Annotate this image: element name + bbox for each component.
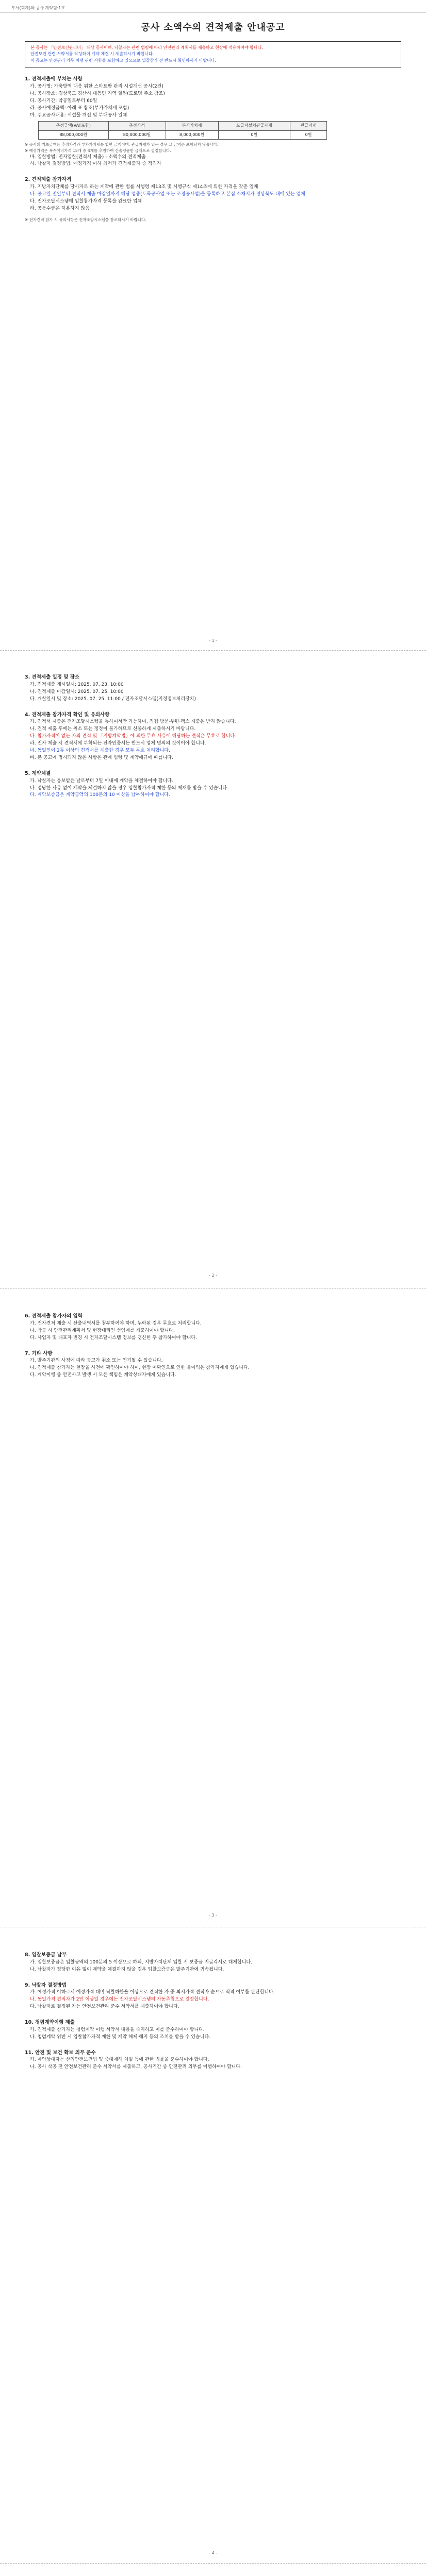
list-item: 다. 참가자격이 없는 자의 견적 및 「지방계약법」에 의한 무효 사유에 해당하는 견적은 무효로 합니다. <box>30 734 236 739</box>
list-item: 가. 견적서 제출은 전자조달시스템을 통하여서만 가능하며, 직접 방문·우편·팩스 제출은 받지 않습니다. <box>30 719 236 725</box>
table-note: ※ 예정가격은 복수예비가격 15개 중 4개를 추첨하여 산술평균한 금액으로 결정합니다. <box>25 148 171 153</box>
list-item: 다. 낙찰자로 결정된 자는 안전보건관리 준수 서약서를 제출하여야 합니다. <box>30 2004 179 2010</box>
table-cell: 88,000,000원 <box>39 130 109 139</box>
page-number: - 1 - <box>209 638 217 643</box>
list-item: 가. 견적제출 참가자는 청렴계약 이행 서약서 내용을 숙지하고 이를 준수하여야 합니다. <box>30 2027 205 2032</box>
section-heading: 6. 견적제출 참가자의 입력 <box>25 1313 83 1319</box>
list-item: 가. 계약상대자는 산업안전보건법 및 중대재해 처벌 등에 관한 법률을 준수하여야 합니다. <box>30 2057 209 2063</box>
list-item: 나. 공사장소: 경상북도 경산시 대동면 지역 일원(도로명 주소 참조) <box>30 91 165 96</box>
list-item: 가. 예정가격 이하로서 예정가격 대비 낙찰하한율 이상으로 견적한 자 중 최저가격 견적자 순으로 적격 여부를 판단합니다. <box>30 1990 275 1995</box>
section-heading: 10. 청렴계약이행 제출 <box>25 2020 75 2026</box>
list-item: 바. 입찰방법: 전자입찰(견적서 제출) - 소액수의 견적제출 <box>30 154 146 160</box>
page-number: - 2 - <box>209 1273 217 1278</box>
section-heading: 7. 기타 사항 <box>25 1350 53 1357</box>
page-number: - 4 - <box>209 2551 217 2555</box>
table-header: 도급자설치관급자재 <box>218 122 290 130</box>
section-heading: 11. 안전 및 보건 확보 의무 준수 <box>25 2049 96 2056</box>
page-break <box>0 2563 426 2564</box>
list-item: 나. 정당한 사유 없이 계약을 체결하지 않을 경우 입찰참가자격 제한 등의 제재를 받을 수 있습니다. <box>30 785 228 791</box>
page-break <box>0 1288 426 1289</box>
list-item: 가. 전자견적 제출 시 산출내역서를 첨부하여야 하며, 누락된 경우 무효로 처리합니다. <box>30 1320 202 1326</box>
list-item: 마. 동일인이 2통 이상의 견적서를 제출한 경우 모두 무효 처리합니다. <box>30 748 170 753</box>
notice-page-4 <box>25 1947 401 2071</box>
list-item: 나. 공사 착공 전 안전보건관리 준수 서약서를 제출하고, 공사기간 중 안전관리 의무를 이행하여야 합니다. <box>30 2064 242 2070</box>
list-item: 마. 주요공사내용: 시설물 개선 및 부대공사 일체 <box>30 112 127 118</box>
list-item: 다. 개찰일시 및 장소: 2025. 07. 25. 11:00 / 전자조달시스템(지정정보처리장치) <box>30 696 196 702</box>
list-item: 나. 견적제출 참가자는 현장을 사전에 확인하여야 하며, 현장 미확인으로 인한 불이익은 참가자에게 있습니다. <box>30 1365 250 1371</box>
notice-page-1 <box>25 21 401 223</box>
list-item: 나. 청렴계약 위반 시 입찰참가자격 제한 및 계약 해제·해지 등의 조치를 받을 수 있습니다. <box>30 2034 211 2040</box>
section-heading: 4. 견적제출 참가자격 확인 및 유의사항 <box>25 711 110 718</box>
notice-box-line: 안전보건 관련 서약서를 작성하여 계약 체결 시 제출하시기 바랍니다. <box>30 52 154 57</box>
list-item: 다. 사업자 및 대표자 변경 시 전자조달시스템 정보를 갱신한 후 참가하여야 합니다. <box>30 1335 198 1341</box>
table-header: 추정금액(VAT포함) <box>39 122 109 130</box>
table-header: 추정가격 <box>108 122 166 130</box>
notice-box-line: 이 공고는 안전관리 의무 이행 관련 사항을 포함하고 있으므로 입찰참가 전 반드시 확인하시기 바랍니다. <box>30 58 217 63</box>
notice-page-2 <box>25 670 401 799</box>
list-item: 라. 공사예정금액: 아래 표 참조(부가가치세 포함) <box>30 105 129 111</box>
list-item: 라. 공동수급은 허용하지 않음 <box>30 206 90 211</box>
table-cell: 80,000,000원 <box>108 130 166 139</box>
section-heading: 2. 견적제출 참가자격 <box>25 177 72 183</box>
list-item: 가. 지방자치단체를 당사자로 하는 계약에 관한 법률 시행령 제13조 및 시행규칙 제14조에 의한 자격을 갖춘 업체 <box>30 184 258 190</box>
table-header: 관급자재 <box>290 122 327 130</box>
notice-box-line: 본 공사는 「안전보건관리비」 대상 공사이며, 낙찰자는 관련 법령에 따라 안전관리 계획서를 제출하고 현장에 적용하여야 합니다. <box>30 45 263 50</box>
list-item: 다. 공사기간: 착공일로부터 60일 <box>30 98 97 104</box>
list-item: 가. 입찰보증금은 입찰금액의 100분의 5 이상으로 하되, 지방자치단체 입찰 시 보증금 지급각서로 대체합니다. <box>30 1959 252 1965</box>
footnote: ※ 전자견적 참가 시 유의사항은 전자조달시스템을 참조하시기 바랍니다. <box>25 217 146 222</box>
budget-table <box>38 121 327 140</box>
list-item: 나. 견적제출 마감일시: 2025. 07. 25. 10:00 <box>30 689 124 694</box>
notice-title: 공사 소액수의 견적제출 안내공고 <box>141 22 285 33</box>
list-item: 사. 낙찰자 결정방법: 예정가격 이하 최저가 견적제출자 중 적격자 <box>30 161 161 167</box>
table-note: ※ 공사의 기초금액은 추정가격과 부가가치세를 합한 금액이며, 관급자재가 있는 경우 그 금액은 포함되지 않습니다. <box>25 142 219 147</box>
page-number: - 3 - <box>209 1913 217 1918</box>
table-header: 부가가치세 <box>166 122 218 130</box>
section-heading: 1. 견적제출에 부치는 사항 <box>25 76 83 82</box>
section-heading: 5. 계약체결 <box>25 770 51 776</box>
page-break <box>0 650 426 651</box>
list-item: 가. 공사명: 가축방역 대응 위한 스마트팜 관리 시설개선 공사(2건) <box>30 83 163 89</box>
header-rule <box>0 12 426 13</box>
list-item: 나. 착공 시 안전관리계획서 및 현장대리인 선임계를 제출하여야 합니다. <box>30 1328 175 1333</box>
table-cell: 0원 <box>290 130 327 139</box>
list-item: 다. 전자조달시스템에 입찰참가자격 등록을 완료한 업체 <box>30 198 142 204</box>
table-cell: 8,000,000원 <box>166 130 218 139</box>
list-item: 다. 계약이행 중 안전사고 발생 시 모든 책임은 계약상대자에게 있습니다. <box>30 1372 176 1378</box>
notice-page-3 <box>25 1309 401 1379</box>
list-item: 나. 견적 제출 후에는 취소 또는 정정이 불가하므로 신중하게 제출하시기 바랍니다. <box>30 726 196 732</box>
list-item: 바. 본 공고에 명시되지 않은 사항은 관계 법령 및 계약예규에 따릅니다. <box>30 755 173 760</box>
list-item: 라. 전자 제출 시 견적서에 부착되는 전자인증서는 반드시 업체 명의의 것이어야 합니다. <box>30 741 206 747</box>
notice-box <box>25 41 401 67</box>
section-heading: 3. 견적제출 일정 및 장소 <box>25 674 80 680</box>
section-heading: 9. 낙찰자 결정방법 <box>25 1982 67 1988</box>
list-item: 가. 낙찰자는 통보받은 날로부터 7일 이내에 계약을 체결하여야 합니다. <box>30 778 173 784</box>
list-item: 가. 발주기관의 사정에 따라 공고가 취소 또는 연기될 수 있습니다. <box>30 1358 163 1364</box>
list-item: 다. 계약보증금은 계약금액의 100분의 10 이상을 납부하여야 합니다. <box>30 792 170 798</box>
header-label: 부서(회계)와 공사 계약팀:1호 <box>11 6 65 10</box>
list-item: 나. 동일가격 견적자가 2인 이상일 경우에는 전자조달시스템의 자동추첨으로 결정합니다. <box>30 1997 209 2003</box>
list-item: 나. 공고일 전일부터 견적서 제출 마감일까지 해당 업종(토목공사업 또는 조경공사업)을 등록하고 본점 소재지가 경상북도 내에 있는 업체 <box>30 192 305 197</box>
list-item: 나. 낙찰자가 정당한 이유 없이 계약을 체결하지 않을 경우 입찰보증금은 발주기관에 귀속됩니다. <box>30 1967 224 1972</box>
list-item: 가. 견적제출 개시일시: 2025. 07. 23. 10:00 <box>30 682 124 687</box>
table-cell: 0원 <box>218 130 290 139</box>
section-heading: 8. 입찰보증금 납부 <box>25 1952 67 1958</box>
